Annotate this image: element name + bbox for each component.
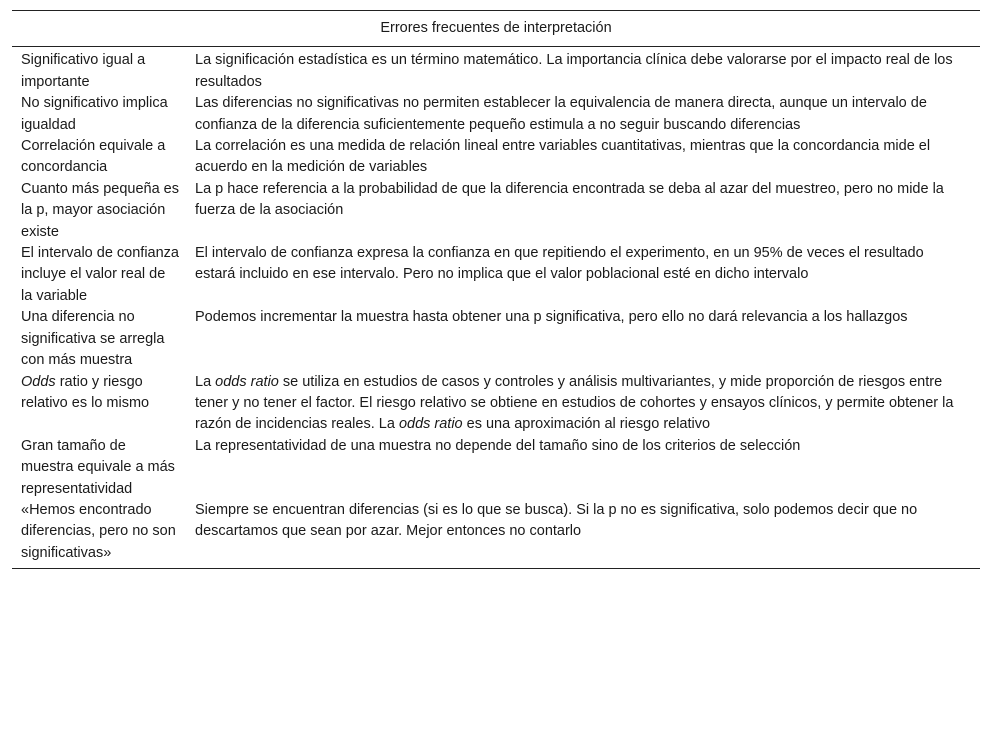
explanation-cell	[185, 372, 980, 436]
error-italic-term: Odds	[21, 373, 56, 390]
explanation-cell: Podemos incrementar la muestra hasta obtener una p significativa, pero ello no dará relevancia a los hallazgos	[195, 309, 908, 326]
explanation-text: La	[195, 373, 216, 390]
explanation-cell: La significación estadística es un término matemático. La importancia clínica debe valorarse por el impacto real de los resultados	[195, 52, 953, 90]
error-cell: Significativo igual a importante	[21, 52, 146, 90]
explanation-cell: Siempre se encuentran diferencias (si es lo que se busca). Si la p no es significativa, solo podemos decir que no descartamos que sean por azar. Mejor entonces no contarlo	[185, 500, 980, 569]
error-text: ratio y riesgo relativo es lo mismo	[21, 373, 150, 411]
errors-table	[12, 10, 980, 569]
table-row	[12, 500, 980, 569]
error-cell: Correlación equivale a concordancia	[21, 138, 166, 176]
explanation-cell: Las diferencias no significativas no permiten establecer la equivalencia de manera directa, aunque un intervalo de confianza de la diferencia suficientemente pequeño estimula a no seguir buscando diferencias	[195, 95, 927, 133]
table-row	[12, 243, 980, 307]
table-row	[12, 47, 980, 93]
error-cell: Cuanto más pequeña es la p, mayor asociación existe	[21, 180, 179, 240]
error-cell: «Hemos encontrado diferencias, pero no son significativas»	[12, 500, 185, 569]
table-row	[12, 93, 980, 136]
explanation-text: se utiliza en estudios de casos y controles y análisis multivariantes, y mide proporción de riesgos entre tener y no tener el factor. El riesgo relativo se obtiene en estudios de cohortes y ensayos clínicos, y permite obtener la razón de incidencias reales. La	[195, 373, 954, 433]
table-header-row	[12, 11, 980, 47]
table-title: Errores frecuentes de interpretación	[12, 11, 980, 47]
explanation-cell: La correlación es una medida de relación lineal entre variables cuantitativas, mientras que la concordancia mide el acuerdo en la medición de variables	[195, 138, 931, 176]
explanation-cell: La representatividad de una muestra no depende del tamaño sino de los criterios de selección	[195, 437, 801, 454]
explanation-italic-term: odds ratio	[215, 373, 279, 390]
table-row	[12, 307, 980, 371]
error-cell	[12, 372, 185, 436]
error-cell: No significativo implica igualdad	[21, 95, 168, 133]
errors-table-container	[12, 10, 980, 569]
error-cell: Una diferencia no significativa se arregla con más muestra	[21, 309, 165, 369]
explanation-italic-term: odds ratio	[398, 416, 463, 433]
explanation-text: es una aproximación al riesgo relativo	[462, 416, 711, 433]
explanation-cell: La p hace referencia a la probabilidad de que la diferencia encontrada se deba al azar del muestreo, pero no mide la fuerza de la asociación	[195, 180, 944, 219]
table-row	[12, 372, 980, 436]
table-row	[12, 436, 980, 500]
table-row	[12, 179, 980, 243]
explanation-cell: El intervalo de confianza expresa la confianza en que repitiendo el experimento, en un 95% de veces el resultado estará incluido en ese intervalo. Pero no implica que el valor poblacional esté en dicho intervalo	[195, 245, 924, 283]
table-row	[12, 136, 980, 179]
error-cell: Gran tamaño de muestra equivale a más representatividad	[21, 437, 175, 497]
error-cell: El intervalo de confianza incluye el valor real de la variable	[21, 245, 179, 304]
